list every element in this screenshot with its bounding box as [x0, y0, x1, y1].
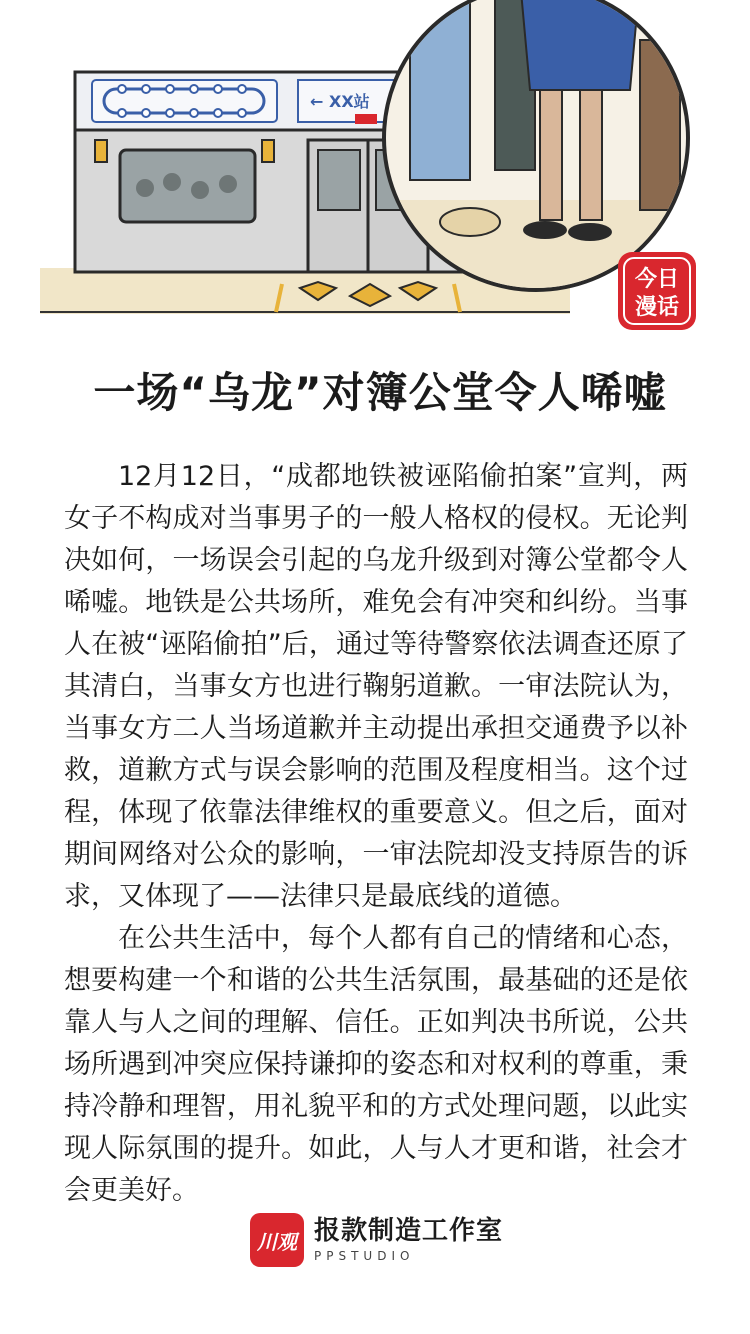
- article-paragraph: 在公共生活中，每个人都有自己的情绪和心态，想要构建一个和谐的公共生活氛围，最基础的还是依靠人与人之间的理解、信任。正如判决书所说，公共场所遇到冲突应保持谦抑的姿态和对权利的尊重，秉持冷静和理智，用礼貌平和的方式处理问题，以此实现人际氛围的提升。如此，人与人才更和谐，社会才会更美好。: [64, 923, 688, 1206]
- article-title: 一场“乌龙”对簿公堂令人唏嘘: [93, 368, 667, 417]
- chuanguan-logo: 川观: [250, 1213, 304, 1267]
- brand-subtitle: PPSTUDIO: [314, 1249, 415, 1263]
- magnified-feet-circle: [384, 0, 688, 290]
- direction-sign-text: ← XX站: [310, 92, 370, 111]
- brand-footer: [250, 1212, 510, 1268]
- svg-text:今日: 今日: [634, 267, 680, 292]
- subway-illustration: [0, 0, 750, 340]
- seal-stamp: [618, 252, 696, 330]
- article-paragraph: 12月12日，“成都地铁被诬陷偷拍案”宣判，两女子不构成对当事男子的一般人格权的侵权。无论判决如何，一场误会引起的乌龙升级到对簿公堂都令人唏嘘。地铁是公共场所，难免会有冲突和纠纷。当事人在被“诬陷偷拍”后，通过等待警察依法调查还原了其清白，当事女方也进行鞠躬道歉。一审法院认为，当事女方二人当场道歉并主动提出承担交通费予以补救，道歉方式与误会影响的范围及程度相当。这个过程，体现了依靠法律维权的重要意义。但之后，面对期间网络对公众的影响，一审法院却没支持原告的诉求，又体现了——法律只是最底线的道德。: [64, 461, 688, 912]
- brand-name: 报款制造工作室: [314, 1216, 504, 1246]
- svg-text:漫话: 漫话: [634, 295, 680, 320]
- article-body: [64, 456, 688, 1212]
